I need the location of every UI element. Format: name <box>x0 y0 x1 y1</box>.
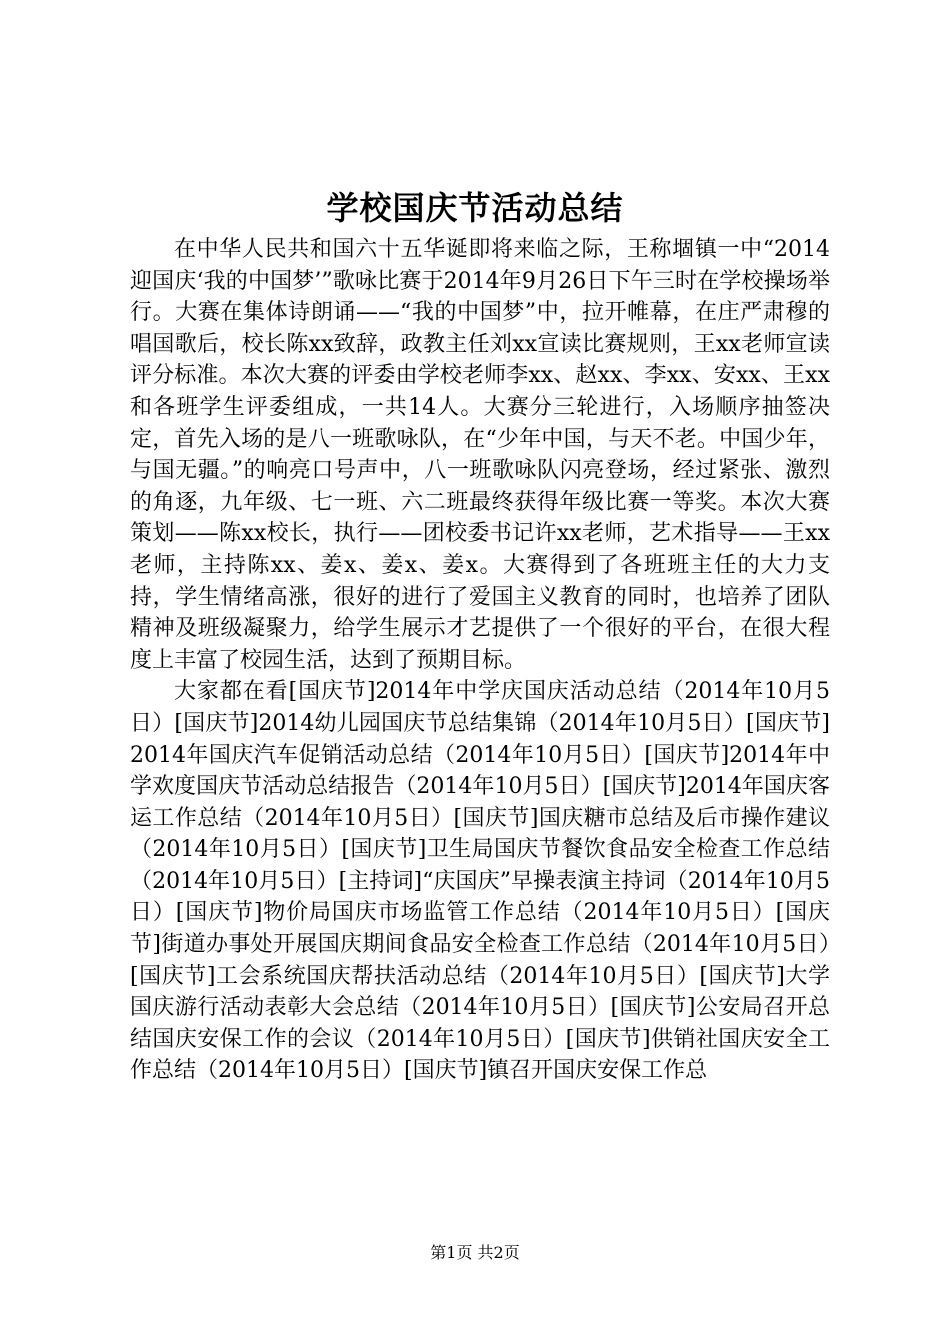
paragraph-related-articles: 大家都在看[国庆节]2014年中学庆国庆活动总结（2014年10月5日）[国庆节]2014幼儿园国庆节总结集锦（2014年10月5日）[国庆节]2014年国庆汽车促销活动总结（2014年10月5日）[国庆节]2014年中学欢度国庆节活动总结报告（2014年10月5日）[国庆节]2014年国庆客运工作总结（2014年10月5日）[国庆节]国庆糖市总结及后市操作建议（2014年10月5日）[国庆节]卫生局国庆节餐饮食品安全检查工作总结（2014年10月5日）[主持词]“庆国庆”早操表演主持词（2014年10月5日）[国庆节]物价局国庆市场监管工作总结（2014年10月5日）[国庆节]街道办事处开展国庆期间食品安全检查工作总结（2014年10月5日）[国庆节]工会系统国庆帮扶活动总结（2014年10月5日）[国庆节]大学国庆游行活动表彰大会总结（2014年10月5日）[国庆节]公安局召开总结国庆安保工作的会议（2014年10月5日）[国庆节]供销社国庆安全工作总结（2014年10月5日）[国庆节]镇召开国庆安保工作总 <box>130 679 830 1084</box>
page-title: 学校国庆节活动总结 <box>326 189 624 227</box>
paragraph-summary: 在中华人民共和国六十五华诞即将来临之际，王称堌镇一中“2014迎国庆‘我的中国梦’”歌咏比赛于2014年9月26日下午三时在学校操场举行。大赛在集体诗朗诵——“我的中国梦”中，拉开帷幕，在庄严肃穆的唱国歌后，校长陈xx致辞，政教主任刘xx宣读比赛规则，王xx老师宣读评分标准。本次大赛的评委由学校老师李xx、赵xx、李xx、安xx、王xx和各班学生评委组成，一共14人。大赛分三轮进行，入场顺序抽签决定，首先入场的是八一班歌咏队，在“少年中国，与天不老。中国少年，与国无疆。”的响亮口号声中，八一班歌咏队闪亮登场，经过紧张、激烈的角逐，九年级、七一班、六二班最终获得年级比赛一等奖。本次大赛策划——陈xx校长，执行——团校委书记许xx老师，艺术指导——王xx老师，主持陈xx、姜x、姜x、姜x。大赛得到了各班班主任的大力支持，学生情绪高涨，很好的进行了爱国主义教育的同时，也培养了团队精神及班级凝聚力，给学生展示才艺提供了一个很好的平台，在很大程度上丰富了校园生活，达到了预期目标。 <box>130 237 830 673</box>
page-footer: 第1页 共2页 <box>430 1243 520 1262</box>
document-body <box>130 234 830 1087</box>
